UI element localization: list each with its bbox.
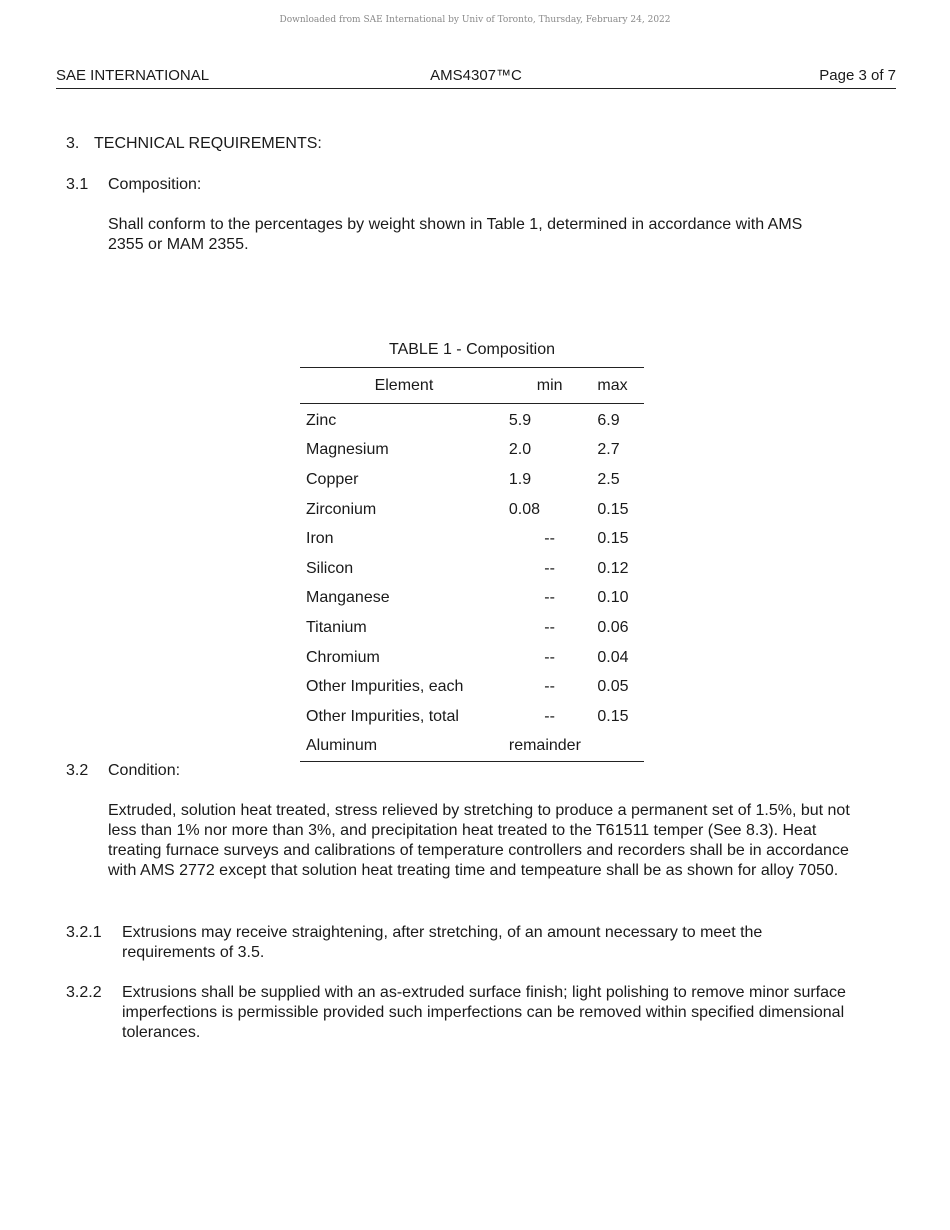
page-header bbox=[56, 67, 896, 89]
table-caption: TABLE 1 - Composition bbox=[389, 341, 555, 358]
table-row bbox=[300, 436, 644, 466]
min-cell: remainder bbox=[502, 732, 598, 762]
section-3-1-title: Composition: bbox=[108, 176, 202, 193]
element-cell: Chromium bbox=[306, 648, 380, 666]
element-cell: Other Impurities, total bbox=[306, 707, 459, 725]
section-3-title: TECHNICAL REQUIREMENTS: bbox=[94, 135, 322, 152]
column-header-element: Element bbox=[300, 368, 502, 404]
element-cell: Silicon bbox=[306, 559, 354, 577]
section-3-1-number: 3.1 bbox=[66, 176, 89, 193]
table-row bbox=[300, 732, 644, 762]
table-row bbox=[300, 613, 644, 643]
section-3-1-body: Shall conform to the percentages by weight shown in Table 1, determined in accordance with AMS 2355 or MAM 2355. bbox=[108, 216, 803, 253]
section-3-2-2-body: Extrusions shall be supplied with an as-extruded surface finish; light polishing to remove minor surface imperfections is permissible provided such imperfections can be removed within specified dimensional tolerances. bbox=[122, 984, 846, 1041]
download-watermark: Downloaded from SAE International by Univ of Toronto, Thursday, February 24, 2022 bbox=[279, 15, 671, 25]
table-row bbox=[300, 495, 644, 525]
composition-table bbox=[300, 340, 644, 762]
column-header-max: max bbox=[597, 368, 644, 404]
max-cell: 0.15 bbox=[597, 530, 629, 548]
max-cell: 0.12 bbox=[597, 559, 629, 577]
table-row bbox=[300, 643, 644, 673]
max-cell: 2.7 bbox=[597, 441, 620, 459]
min-cell: -- bbox=[544, 589, 555, 607]
column-header-min: min bbox=[502, 368, 598, 404]
max-cell bbox=[597, 732, 644, 762]
element-cell: Zinc bbox=[306, 411, 337, 429]
element-cell: Other Impurities, each bbox=[306, 678, 464, 696]
element-cell: Copper bbox=[306, 470, 359, 488]
header-org: SAE INTERNATIONAL bbox=[56, 67, 210, 84]
element-cell: Titanium bbox=[306, 618, 367, 636]
max-cell: 0.15 bbox=[597, 500, 629, 518]
min-cell: -- bbox=[544, 678, 555, 696]
max-cell: 0.04 bbox=[597, 648, 629, 666]
section-3-2-body: Extruded, solution heat treated, stress relieved by stretching to produce a permanent set of 1.5%, but not less than 1% nor more than 3%, and precipitation heat treated to the T61511 temper (See 8.3). Heat treating furnace surveys and calibrations of temperature controllers and recorders shall be in accordance with AMS 2772 except that solution heat treating time and tempeature shall be as shown for alloy 7050. bbox=[108, 802, 850, 879]
max-cell: 0.06 bbox=[597, 618, 629, 636]
element-cell: Magnesium bbox=[306, 441, 389, 459]
table-row bbox=[300, 465, 644, 495]
section-3-2-1-number: 3.2.1 bbox=[66, 924, 102, 941]
min-cell: 5.9 bbox=[508, 411, 532, 429]
element-cell: Zirconium bbox=[306, 500, 377, 518]
table-row bbox=[300, 524, 644, 554]
min-cell: -- bbox=[544, 707, 555, 725]
max-cell: 6.9 bbox=[597, 411, 620, 429]
max-cell: 0.05 bbox=[597, 678, 629, 696]
min-cell: 1.9 bbox=[508, 470, 532, 488]
element-cell: Manganese bbox=[306, 589, 390, 607]
min-cell: -- bbox=[544, 559, 555, 577]
header-page-number: Page 3 of 7 bbox=[819, 67, 896, 84]
max-cell: 2.5 bbox=[597, 470, 620, 488]
table-row bbox=[300, 672, 644, 702]
table-row bbox=[300, 702, 644, 732]
min-cell: -- bbox=[544, 648, 555, 666]
table-row bbox=[300, 584, 644, 614]
min-cell: -- bbox=[544, 530, 555, 548]
section-3-2-1-body: Extrusions may receive straightening, after stretching, of an amount necessary to meet the requirements of 3.5. bbox=[122, 924, 763, 961]
table-row bbox=[300, 404, 644, 436]
section-3-2-title: Condition: bbox=[108, 762, 181, 779]
element-cell: Iron bbox=[306, 530, 334, 548]
element-cell: Aluminum bbox=[300, 732, 502, 762]
min-cell: -- bbox=[544, 618, 555, 636]
max-cell: 0.10 bbox=[597, 589, 629, 607]
header-doc-id: AMS4307™C bbox=[430, 67, 522, 84]
section-3-number: 3. bbox=[66, 135, 80, 152]
section-3-2-number: 3.2 bbox=[66, 762, 89, 779]
section-3-2-2-number: 3.2.2 bbox=[66, 984, 102, 1001]
min-cell: 2.0 bbox=[508, 441, 532, 459]
table-header-row bbox=[300, 368, 644, 404]
max-cell: 0.15 bbox=[597, 707, 629, 725]
table-row bbox=[300, 554, 644, 584]
min-cell: 0.08 bbox=[508, 500, 541, 518]
